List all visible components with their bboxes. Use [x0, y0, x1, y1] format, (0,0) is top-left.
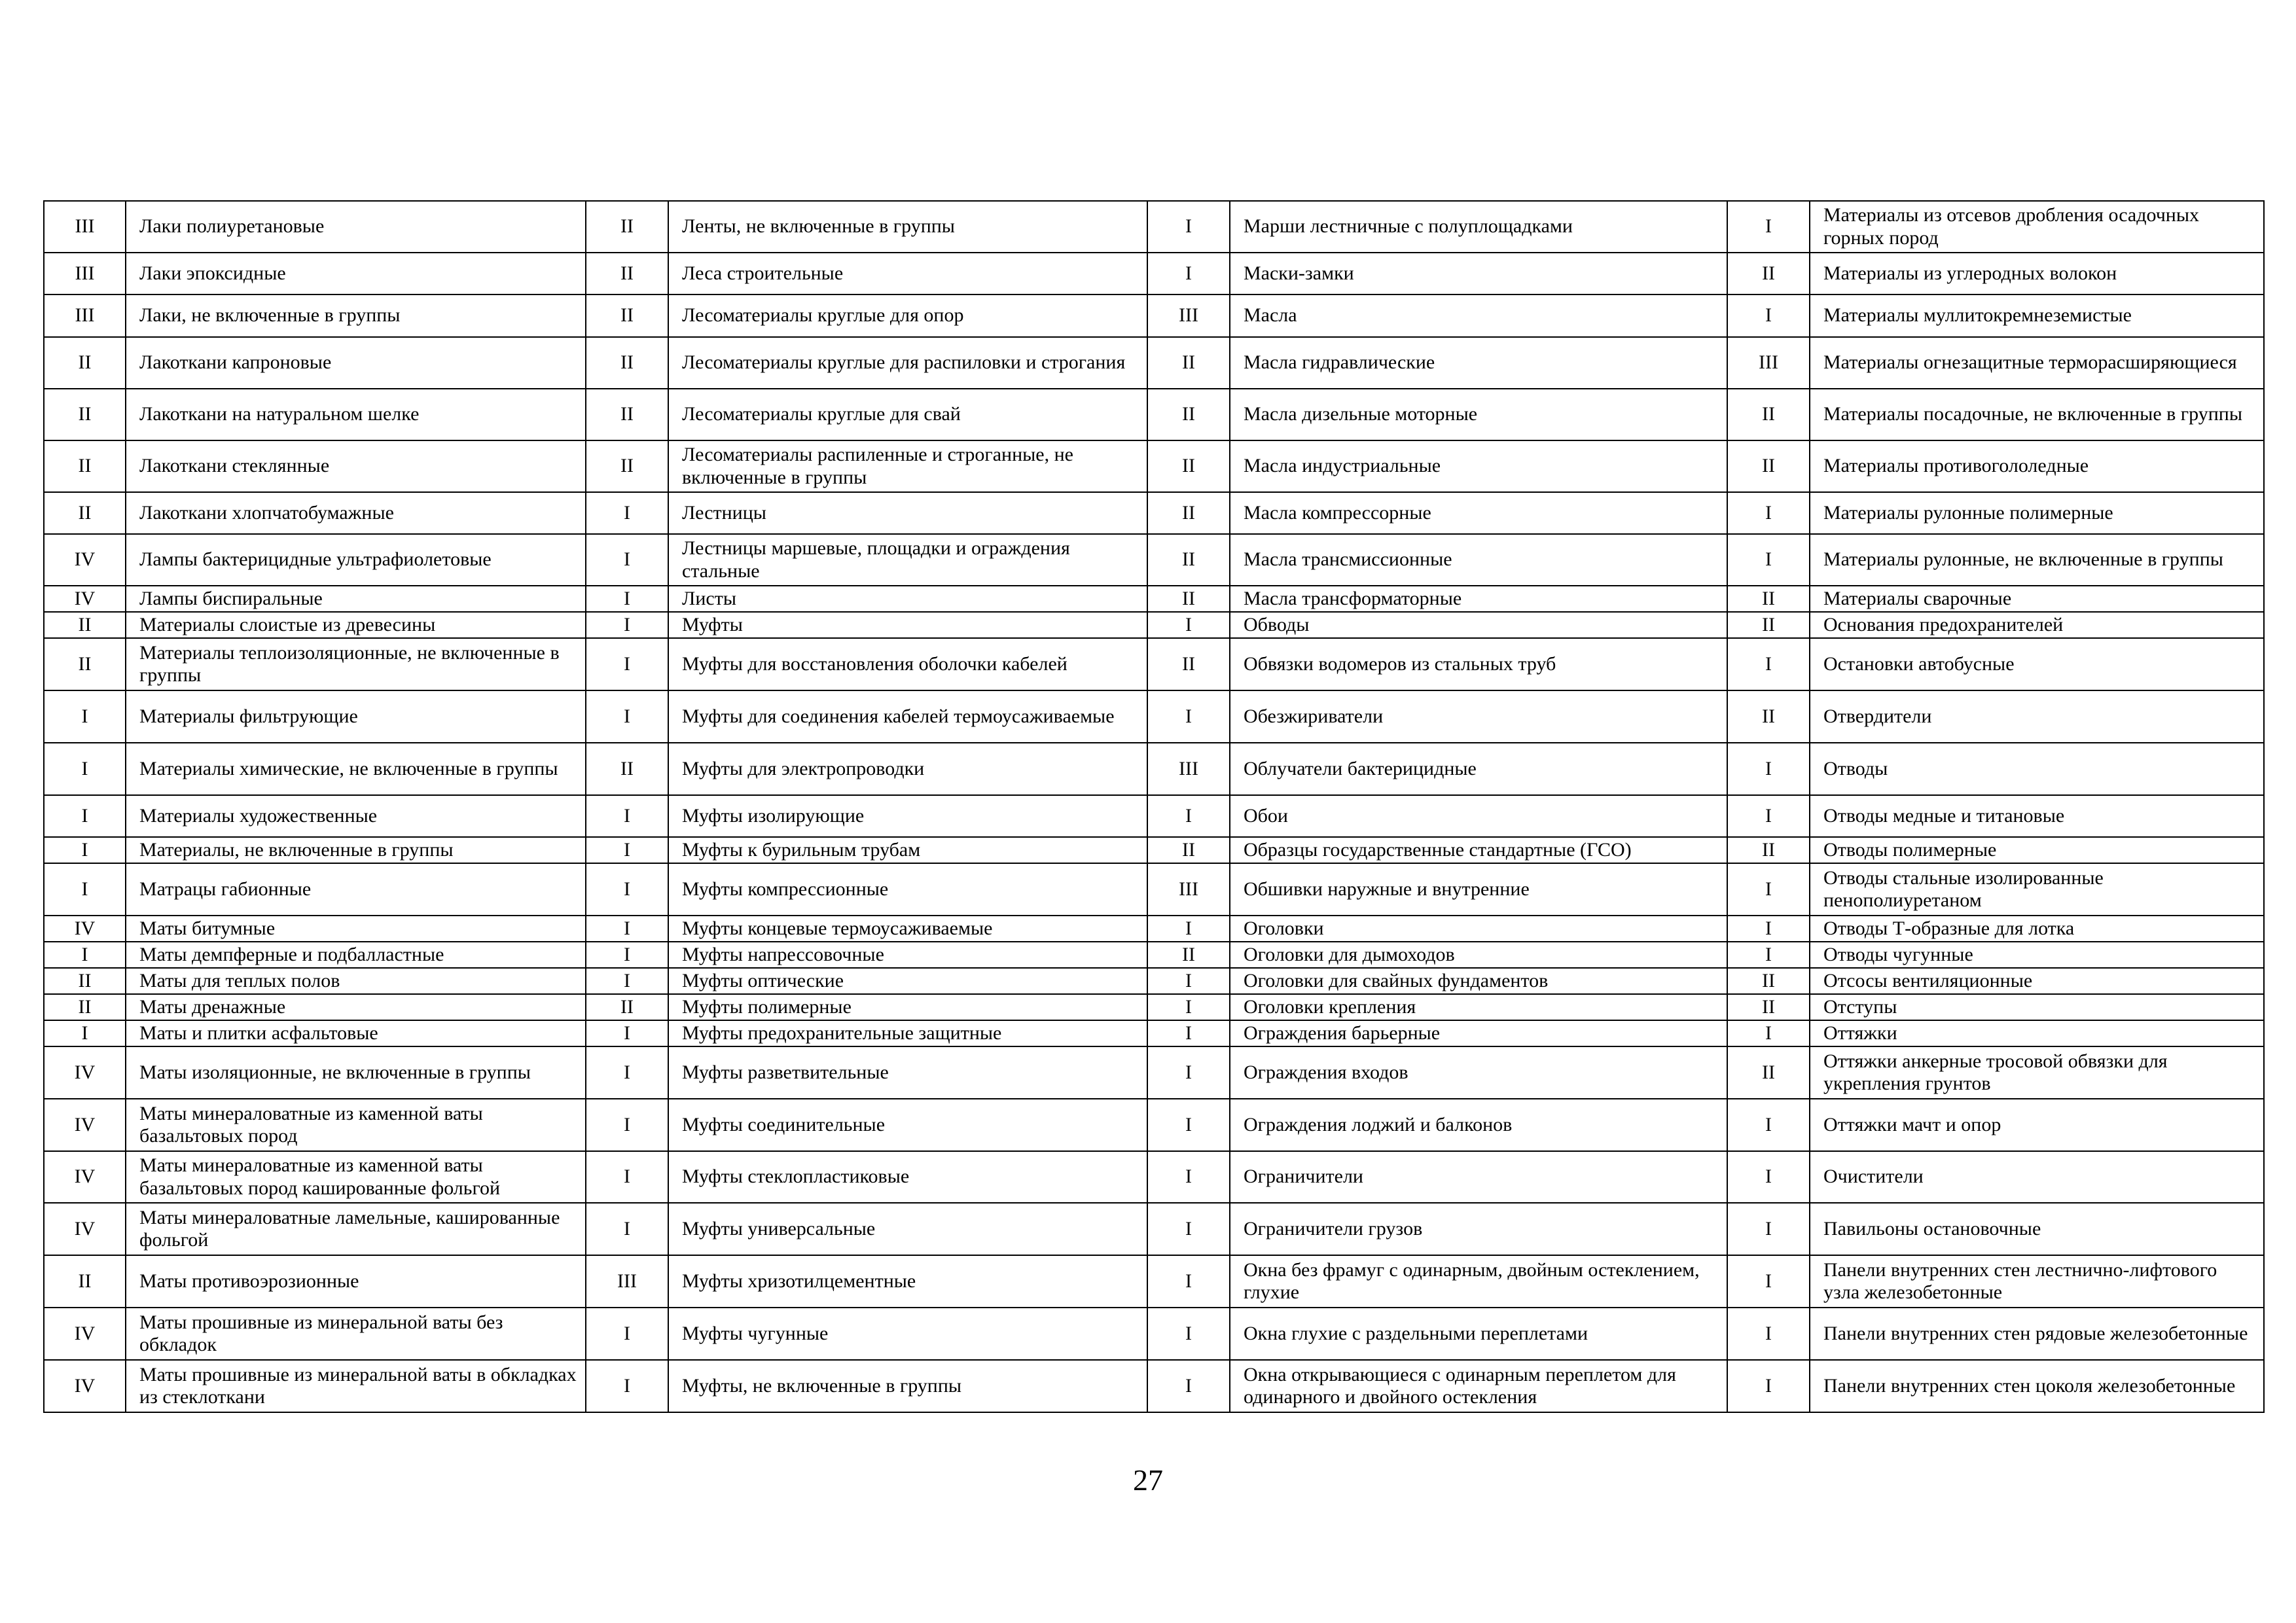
- name-cell: Леса строительные: [668, 253, 1147, 294]
- name-cell: Масла трансмиссионные: [1230, 534, 1727, 586]
- class-cell: III: [1727, 337, 1810, 389]
- class-cell: II: [44, 994, 126, 1020]
- class-cell: II: [586, 743, 668, 795]
- class-cell: I: [1147, 690, 1230, 743]
- class-cell: III: [44, 201, 126, 253]
- name-cell: Образцы государственные стандартные (ГСО): [1230, 837, 1727, 863]
- name-cell: Лампы бактерицидные ультрафиолетовые: [126, 534, 586, 586]
- class-cell: II: [1727, 389, 1810, 440]
- class-cell: IV: [44, 916, 126, 942]
- class-cell: I: [586, 863, 668, 916]
- class-cell: II: [1727, 968, 1810, 994]
- class-cell: II: [1727, 253, 1810, 294]
- name-cell: Окна открывающиеся с одинарным переплетом для одинарного и двойного остекления: [1230, 1360, 1727, 1412]
- class-cell: I: [586, 916, 668, 942]
- class-cell: I: [586, 942, 668, 968]
- table-row: [44, 1046, 2264, 1099]
- name-cell: Материалы теплоизоляционные, не включенные в группы: [126, 638, 586, 690]
- class-cell: I: [1727, 942, 1810, 968]
- class-cell: III: [586, 1255, 668, 1308]
- name-cell: Лакоткани хлопчатобумажные: [126, 492, 586, 534]
- class-cell: I: [1727, 534, 1810, 586]
- table-row: [44, 253, 2264, 294]
- class-cell: I: [586, 1203, 668, 1255]
- table-row: [44, 837, 2264, 863]
- name-cell: Материалы посадочные, не включенные в группы: [1810, 389, 2264, 440]
- class-cell: I: [1727, 795, 1810, 837]
- name-cell: Ленты, не включенные в группы: [668, 201, 1147, 253]
- name-cell: Обвязки водомеров из стальных труб: [1230, 638, 1727, 690]
- class-cell: I: [1147, 795, 1230, 837]
- name-cell: Марши лестничные с полуплощадками: [1230, 201, 1727, 253]
- name-cell: Отводы полимерные: [1810, 837, 2264, 863]
- name-cell: Муфты изолирующие: [668, 795, 1147, 837]
- class-cell: I: [1147, 994, 1230, 1020]
- class-cell: III: [44, 294, 126, 337]
- class-cell: I: [1147, 1203, 1230, 1255]
- name-cell: Материалы художественные: [126, 795, 586, 837]
- class-cell: I: [586, 586, 668, 612]
- name-cell: Маты минераловатные из каменной ваты базальтовых пород: [126, 1099, 586, 1151]
- name-cell: Материалы из углеродных волокон: [1810, 253, 2264, 294]
- class-cell: II: [44, 337, 126, 389]
- table-row: [44, 1255, 2264, 1308]
- name-cell: Обезжириватели: [1230, 690, 1727, 743]
- name-cell: Муфты, не включенные в группы: [668, 1360, 1147, 1412]
- class-cell: I: [586, 968, 668, 994]
- class-cell: II: [1147, 492, 1230, 534]
- table-row: [44, 968, 2264, 994]
- class-cell: I: [1147, 1308, 1230, 1360]
- class-cell: IV: [44, 1203, 126, 1255]
- class-cell: I: [586, 612, 668, 638]
- class-cell: II: [1147, 440, 1230, 492]
- name-cell: Муфты полимерные: [668, 994, 1147, 1020]
- class-cell: II: [586, 389, 668, 440]
- class-cell: IV: [44, 534, 126, 586]
- class-cell: II: [1147, 389, 1230, 440]
- class-cell: I: [586, 1360, 668, 1412]
- class-cell: I: [1147, 612, 1230, 638]
- class-cell: I: [44, 1020, 126, 1046]
- name-cell: Лесоматериалы круглые для распиловки и строгания: [668, 337, 1147, 389]
- name-cell: Оголовки для свайных фундаментов: [1230, 968, 1727, 994]
- class-cell: I: [1727, 863, 1810, 916]
- name-cell: Маты битумные: [126, 916, 586, 942]
- class-cell: II: [1727, 586, 1810, 612]
- table-row: [44, 1360, 2264, 1412]
- name-cell: Лакоткани стеклянные: [126, 440, 586, 492]
- class-cell: II: [1727, 1046, 1810, 1099]
- name-cell: Маты прошивные из минеральной ваты без обкладок: [126, 1308, 586, 1360]
- name-cell: Маты изоляционные, не включенные в группы: [126, 1046, 586, 1099]
- class-cell: I: [44, 795, 126, 837]
- name-cell: Оголовки: [1230, 916, 1727, 942]
- class-cell: I: [1147, 253, 1230, 294]
- name-cell: Материалы сварочные: [1810, 586, 2264, 612]
- class-cell: I: [44, 863, 126, 916]
- name-cell: Муфты для электропроводки: [668, 743, 1147, 795]
- table-row: [44, 916, 2264, 942]
- name-cell: Панели внутренних стен цоколя железобетонные: [1810, 1360, 2264, 1412]
- name-cell: Материалы противогололедные: [1810, 440, 2264, 492]
- class-cell: II: [1147, 586, 1230, 612]
- name-cell: Масла компрессорные: [1230, 492, 1727, 534]
- class-cell: II: [44, 1255, 126, 1308]
- class-cell: I: [1727, 638, 1810, 690]
- name-cell: Материалы, не включенные в группы: [126, 837, 586, 863]
- class-cell: II: [1147, 837, 1230, 863]
- class-cell: II: [1147, 942, 1230, 968]
- class-cell: I: [44, 837, 126, 863]
- class-cell: III: [44, 253, 126, 294]
- name-cell: Муфты чугунные: [668, 1308, 1147, 1360]
- name-cell: Матрацы габионные: [126, 863, 586, 916]
- table-row: [44, 1099, 2264, 1151]
- table-row: [44, 942, 2264, 968]
- class-cell: I: [1727, 1099, 1810, 1151]
- name-cell: Отступы: [1810, 994, 2264, 1020]
- table-row: [44, 1020, 2264, 1046]
- class-cell: IV: [44, 1360, 126, 1412]
- class-cell: II: [44, 612, 126, 638]
- class-cell: II: [44, 389, 126, 440]
- class-cell: I: [1147, 1020, 1230, 1046]
- name-cell: Маты для теплых полов: [126, 968, 586, 994]
- name-cell: Маты дренажные: [126, 994, 586, 1020]
- name-cell: Окна глухие с раздельными переплетами: [1230, 1308, 1727, 1360]
- name-cell: Масла дизельные моторные: [1230, 389, 1727, 440]
- class-cell: II: [1727, 612, 1810, 638]
- name-cell: Отводы медные и титановые: [1810, 795, 2264, 837]
- name-cell: Панели внутренних стен лестнично-лифтового узла железобетонные: [1810, 1255, 2264, 1308]
- name-cell: Ограничители: [1230, 1151, 1727, 1203]
- class-cell: I: [1727, 1360, 1810, 1412]
- class-cell: I: [586, 638, 668, 690]
- class-cell: II: [586, 201, 668, 253]
- class-cell: I: [586, 1046, 668, 1099]
- name-cell: Маты противоэрозионные: [126, 1255, 586, 1308]
- class-cell: I: [1727, 294, 1810, 337]
- name-cell: Отводы: [1810, 743, 2264, 795]
- name-cell: Муфты для восстановления оболочки кабелей: [668, 638, 1147, 690]
- name-cell: Оголовки крепления: [1230, 994, 1727, 1020]
- name-cell: Муфты к бурильным трубам: [668, 837, 1147, 863]
- class-cell: II: [44, 968, 126, 994]
- class-cell: II: [1147, 534, 1230, 586]
- table-row: [44, 612, 2264, 638]
- name-cell: Муфты предохранительные защитные: [668, 1020, 1147, 1046]
- table-row: [44, 492, 2264, 534]
- class-cell: I: [586, 1099, 668, 1151]
- class-cell: II: [1147, 337, 1230, 389]
- name-cell: Материалы химические, не включенные в группы: [126, 743, 586, 795]
- class-cell: I: [1727, 743, 1810, 795]
- name-cell: Маты демпферные и подбалластные: [126, 942, 586, 968]
- table-row: [44, 994, 2264, 1020]
- name-cell: Очистители: [1810, 1151, 2264, 1203]
- table-row: [44, 795, 2264, 837]
- table-row: [44, 1308, 2264, 1360]
- class-cell: I: [1727, 1020, 1810, 1046]
- name-cell: Оттяжки: [1810, 1020, 2264, 1046]
- name-cell: Лестницы маршевые, площадки и ограждения стальные: [668, 534, 1147, 586]
- class-cell: I: [1147, 1360, 1230, 1412]
- name-cell: Павильоны остановочные: [1810, 1203, 2264, 1255]
- table-row: [44, 1203, 2264, 1255]
- class-cell: I: [1727, 1255, 1810, 1308]
- name-cell: Муфты универсальные: [668, 1203, 1147, 1255]
- class-cell: I: [1727, 492, 1810, 534]
- class-cell: III: [1147, 294, 1230, 337]
- class-cell: I: [586, 1020, 668, 1046]
- name-cell: Лаки полиуретановые: [126, 201, 586, 253]
- table-row: [44, 586, 2264, 612]
- name-cell: Муфты оптические: [668, 968, 1147, 994]
- class-cell: I: [1147, 1099, 1230, 1151]
- name-cell: Остановки автобусные: [1810, 638, 2264, 690]
- class-cell: II: [44, 440, 126, 492]
- class-cell: I: [586, 1151, 668, 1203]
- name-cell: Масла индустриальные: [1230, 440, 1727, 492]
- name-cell: Обшивки наружные и внутренние: [1230, 863, 1727, 916]
- class-cell: II: [1727, 690, 1810, 743]
- name-cell: Ограждения барьерные: [1230, 1020, 1727, 1046]
- name-cell: Муфты компрессионные: [668, 863, 1147, 916]
- class-cell: II: [1727, 994, 1810, 1020]
- table-row: [44, 534, 2264, 586]
- table-row: [44, 337, 2264, 389]
- name-cell: Обводы: [1230, 612, 1727, 638]
- name-cell: Лесоматериалы круглые для свай: [668, 389, 1147, 440]
- name-cell: Оттяжки мачт и опор: [1810, 1099, 2264, 1151]
- class-cell: I: [586, 1308, 668, 1360]
- name-cell: Ограничители грузов: [1230, 1203, 1727, 1255]
- name-cell: Масла трансформаторные: [1230, 586, 1727, 612]
- class-cell: IV: [44, 1308, 126, 1360]
- class-cell: II: [586, 253, 668, 294]
- name-cell: Облучатели бактерицидные: [1230, 743, 1727, 795]
- name-cell: Лаки, не включенные в группы: [126, 294, 586, 337]
- table-row: [44, 863, 2264, 916]
- table-row: [44, 294, 2264, 337]
- class-cell: I: [586, 837, 668, 863]
- page-number: 27: [1133, 1463, 1163, 1497]
- table-row: [44, 440, 2264, 492]
- name-cell: Лакоткани на натуральном шелке: [126, 389, 586, 440]
- class-cell: III: [1147, 743, 1230, 795]
- class-cell: I: [586, 795, 668, 837]
- name-cell: Масла: [1230, 294, 1727, 337]
- name-cell: Листы: [668, 586, 1147, 612]
- classification-table: [43, 200, 2265, 1413]
- name-cell: Муфты соединительные: [668, 1099, 1147, 1151]
- class-cell: II: [586, 294, 668, 337]
- class-cell: I: [1727, 916, 1810, 942]
- name-cell: Оголовки для дымоходов: [1230, 942, 1727, 968]
- class-cell: II: [586, 337, 668, 389]
- class-cell: IV: [44, 586, 126, 612]
- name-cell: Муфты напрессовочные: [668, 942, 1147, 968]
- class-cell: I: [44, 743, 126, 795]
- class-cell: II: [586, 994, 668, 1020]
- name-cell: Основания предохранителей: [1810, 612, 2264, 638]
- name-cell: Лампы биспиральные: [126, 586, 586, 612]
- table-row: [44, 690, 2264, 743]
- name-cell: Маты прошивные из минеральной ваты в обкладках из стеклоткани: [126, 1360, 586, 1412]
- table-row: [44, 1151, 2264, 1203]
- name-cell: Ограждения лоджий и балконов: [1230, 1099, 1727, 1151]
- name-cell: Материалы огнезащитные терморасширяющиеся: [1810, 337, 2264, 389]
- class-cell: II: [44, 492, 126, 534]
- class-cell: I: [1727, 1151, 1810, 1203]
- table-row: [44, 638, 2264, 690]
- name-cell: Материалы фильтрующие: [126, 690, 586, 743]
- class-cell: I: [586, 492, 668, 534]
- name-cell: Муфты для соединения кабелей термоусаживаемые: [668, 690, 1147, 743]
- name-cell: Муфты стеклопластиковые: [668, 1151, 1147, 1203]
- class-cell: II: [1147, 638, 1230, 690]
- class-cell: I: [44, 942, 126, 968]
- name-cell: Материалы из отсевов дробления осадочных горных пород: [1810, 201, 2264, 253]
- name-cell: Отводы стальные изолированные пенополиуретаном: [1810, 863, 2264, 916]
- class-cell: II: [586, 440, 668, 492]
- name-cell: Оттяжки анкерные тросовой обвязки для укрепления грунтов: [1810, 1046, 2264, 1099]
- name-cell: Материалы муллитокремнеземистые: [1810, 294, 2264, 337]
- table-row: [44, 743, 2264, 795]
- name-cell: Обои: [1230, 795, 1727, 837]
- name-cell: Маты минераловатные ламельные, кашированные фольгой: [126, 1203, 586, 1255]
- class-cell: I: [1727, 1308, 1810, 1360]
- name-cell: Материалы рулонные полимерные: [1810, 492, 2264, 534]
- name-cell: Отводы чугунные: [1810, 942, 2264, 968]
- name-cell: Отводы Т-образные для лотка: [1810, 916, 2264, 942]
- name-cell: Муфты разветвительные: [668, 1046, 1147, 1099]
- table-row: [44, 201, 2264, 253]
- class-cell: I: [1147, 1046, 1230, 1099]
- name-cell: Отсосы вентиляционные: [1810, 968, 2264, 994]
- class-cell: I: [1147, 916, 1230, 942]
- name-cell: Материалы рулонные, не включенные в группы: [1810, 534, 2264, 586]
- class-cell: I: [1147, 968, 1230, 994]
- class-cell: IV: [44, 1151, 126, 1203]
- name-cell: Маты и плитки асфальтовые: [126, 1020, 586, 1046]
- class-cell: III: [1147, 863, 1230, 916]
- name-cell: Ограждения входов: [1230, 1046, 1727, 1099]
- name-cell: Маты минераловатные из каменной ваты базальтовых пород кашированные фольгой: [126, 1151, 586, 1203]
- name-cell: Лакоткани капроновые: [126, 337, 586, 389]
- name-cell: Лестницы: [668, 492, 1147, 534]
- name-cell: Лесоматериалы круглые для опор: [668, 294, 1147, 337]
- class-cell: I: [586, 690, 668, 743]
- name-cell: Лесоматериалы распиленные и строганные, не включенные в группы: [668, 440, 1147, 492]
- class-cell: II: [1727, 440, 1810, 492]
- name-cell: Муфты хризотилцементные: [668, 1255, 1147, 1308]
- class-cell: I: [44, 690, 126, 743]
- class-cell: I: [1147, 201, 1230, 253]
- name-cell: Маски-замки: [1230, 253, 1727, 294]
- class-cell: II: [1727, 837, 1810, 863]
- name-cell: Лаки эпоксидные: [126, 253, 586, 294]
- name-cell: Отвердители: [1810, 690, 2264, 743]
- name-cell: Окна без фрамуг с одинарным, двойным остеклением, глухие: [1230, 1255, 1727, 1308]
- class-cell: I: [1147, 1151, 1230, 1203]
- name-cell: Муфты концевые термоусаживаемые: [668, 916, 1147, 942]
- name-cell: Панели внутренних стен рядовые железобетонные: [1810, 1308, 2264, 1360]
- name-cell: Материалы слоистые из древесины: [126, 612, 586, 638]
- class-cell: II: [44, 638, 126, 690]
- class-cell: I: [1147, 1255, 1230, 1308]
- class-cell: I: [1727, 201, 1810, 253]
- name-cell: Масла гидравлические: [1230, 337, 1727, 389]
- name-cell: Муфты: [668, 612, 1147, 638]
- class-cell: IV: [44, 1099, 126, 1151]
- table-row: [44, 389, 2264, 440]
- class-cell: I: [1727, 1203, 1810, 1255]
- class-cell: I: [586, 534, 668, 586]
- class-cell: IV: [44, 1046, 126, 1099]
